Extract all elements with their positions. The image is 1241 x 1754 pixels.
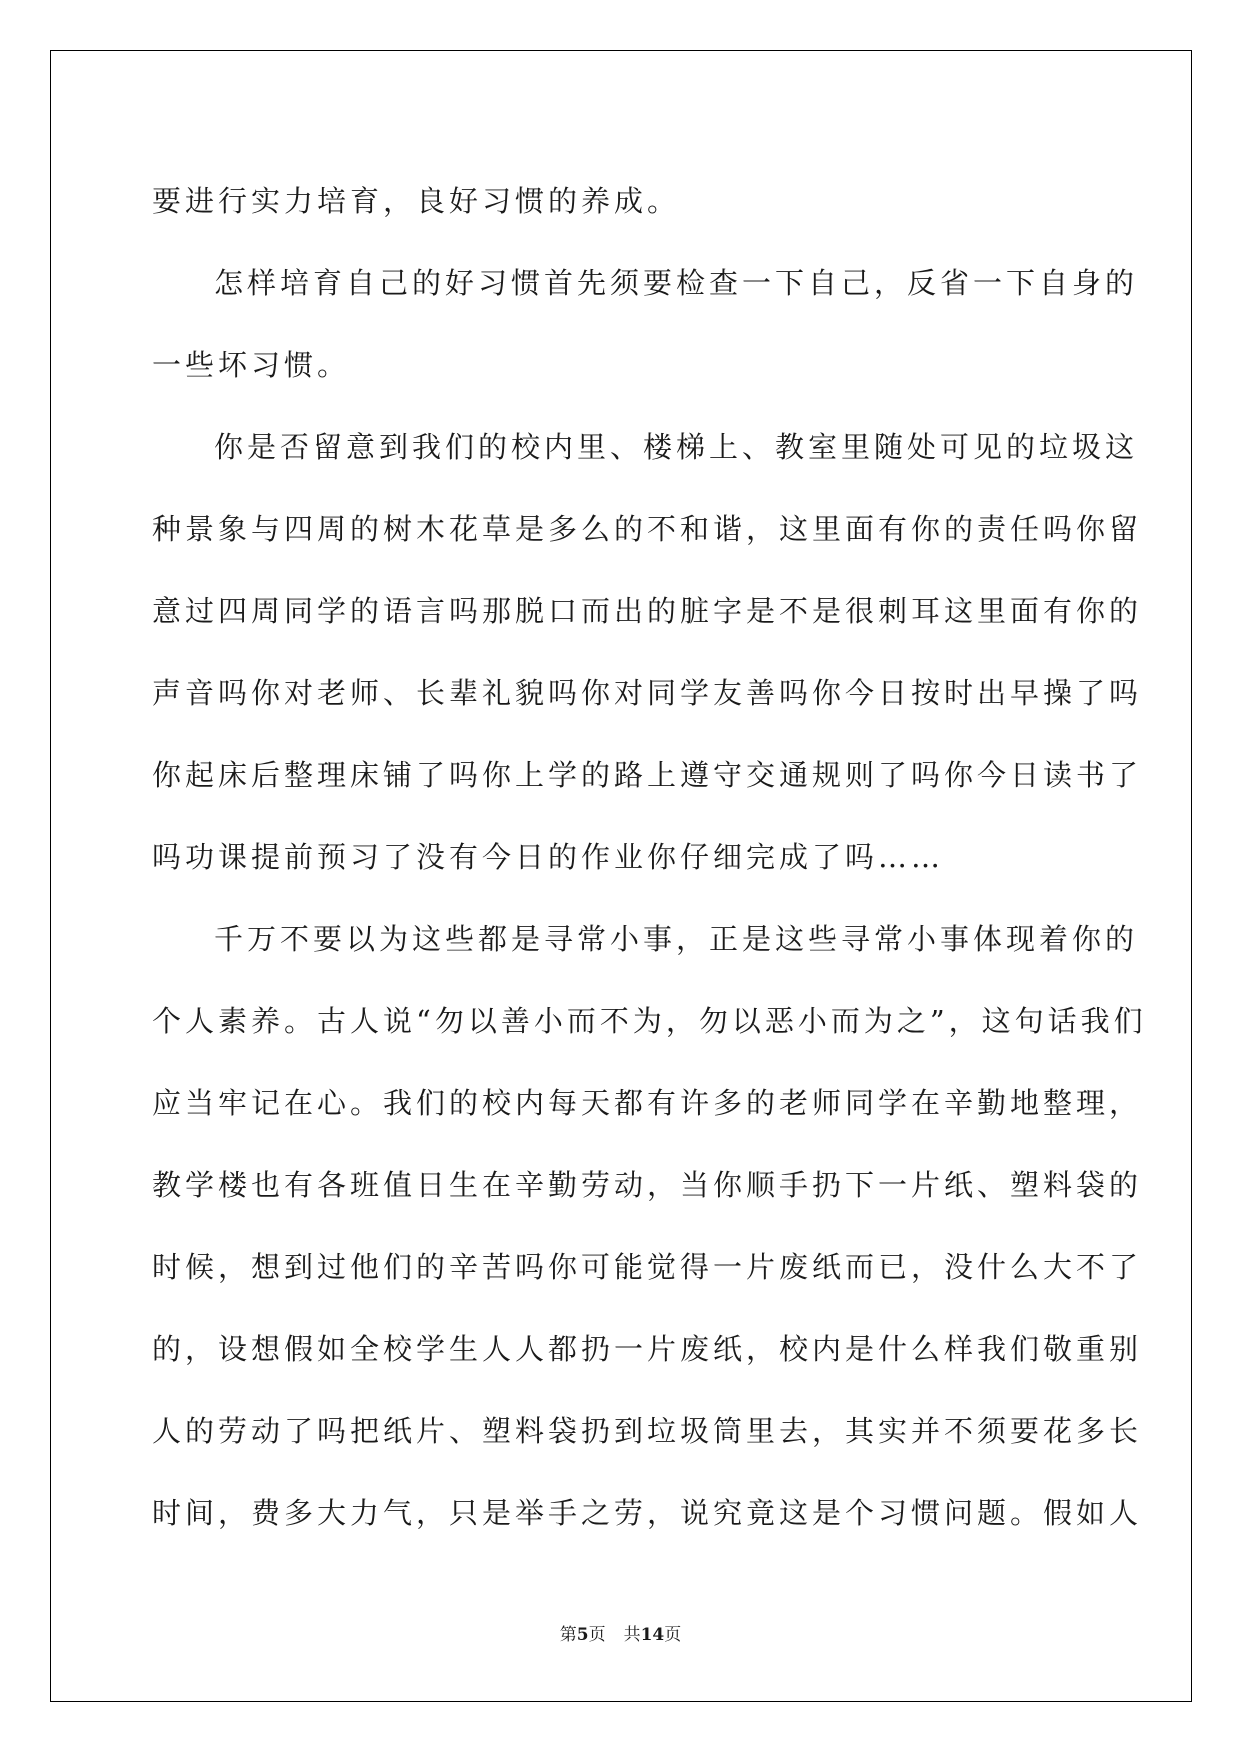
text-line: 一些坏习惯。 [152, 348, 351, 382]
text-line: 你起床后整理床铺了吗你上学的路上遵守交通规则了吗你今日读书了 [152, 758, 1143, 792]
page-prefix: 第 [559, 1625, 577, 1645]
text-line: 时间，费多大力气，只是举手之劳，说究竟这是个习惯问题。假如人 [152, 1496, 1143, 1530]
text-line: 吗功课提前预习了没有今日的作业你仔细完成了吗…… [152, 840, 945, 874]
text-line: 个人素养。古人说“勿以善小而不为，勿以恶小而为之”，这句话我们 [152, 1004, 1147, 1038]
text-line: 时候，想到过他们的辛苦吗你可能觉得一片废纸而已，没什么大不了 [152, 1250, 1143, 1284]
document-body [152, 160, 1147, 1554]
text-line: 意过四周同学的语言吗那脱口而出的脏字是不是很刺耳这里面有你的 [152, 594, 1143, 628]
text-line: 种景象与四周的树木花草是多么的不和谐，这里面有你的责任吗你留 [152, 512, 1143, 546]
text-line: 教学楼也有各班值日生在辛勤劳动，当你顺手扔下一片纸、塑料袋的 [152, 1168, 1143, 1202]
text-line: 人的劳动了吗把纸片、塑料袋扔到垃圾筒里去，其实并不须要花多长 [152, 1414, 1143, 1448]
total-pages: 14 [640, 1625, 665, 1645]
total-suffix: 页 [664, 1625, 682, 1645]
total-prefix: 共 [623, 1625, 641, 1645]
text-line: 千万不要以为这些都是寻常小事，正是这些寻常小事体现着你的 [214, 922, 1139, 956]
page-footer [0, 1620, 1241, 1645]
page-suffix: 页 [588, 1625, 606, 1645]
text-line: 的，设想假如全校学生人人都扔一片废纸，校内是什么样我们敬重别 [152, 1332, 1143, 1366]
text-line: 你是否留意到我们的校内里、楼梯上、教室里随处可见的垃圾这 [214, 430, 1139, 464]
text-line: 怎样培育自己的好习惯首先须要检查一下自己，反省一下自身的 [214, 266, 1139, 300]
text-line: 要进行实力培育，良好习惯的养成。 [152, 184, 681, 218]
text-line: 声音吗你对老师、长辈礼貌吗你对同学友善吗你今日按时出早操了吗 [152, 676, 1143, 710]
page-number: 5 [576, 1625, 589, 1645]
text-line: 应当牢记在心。我们的校内每天都有许多的老师同学在辛勤地整理， [152, 1086, 1143, 1120]
